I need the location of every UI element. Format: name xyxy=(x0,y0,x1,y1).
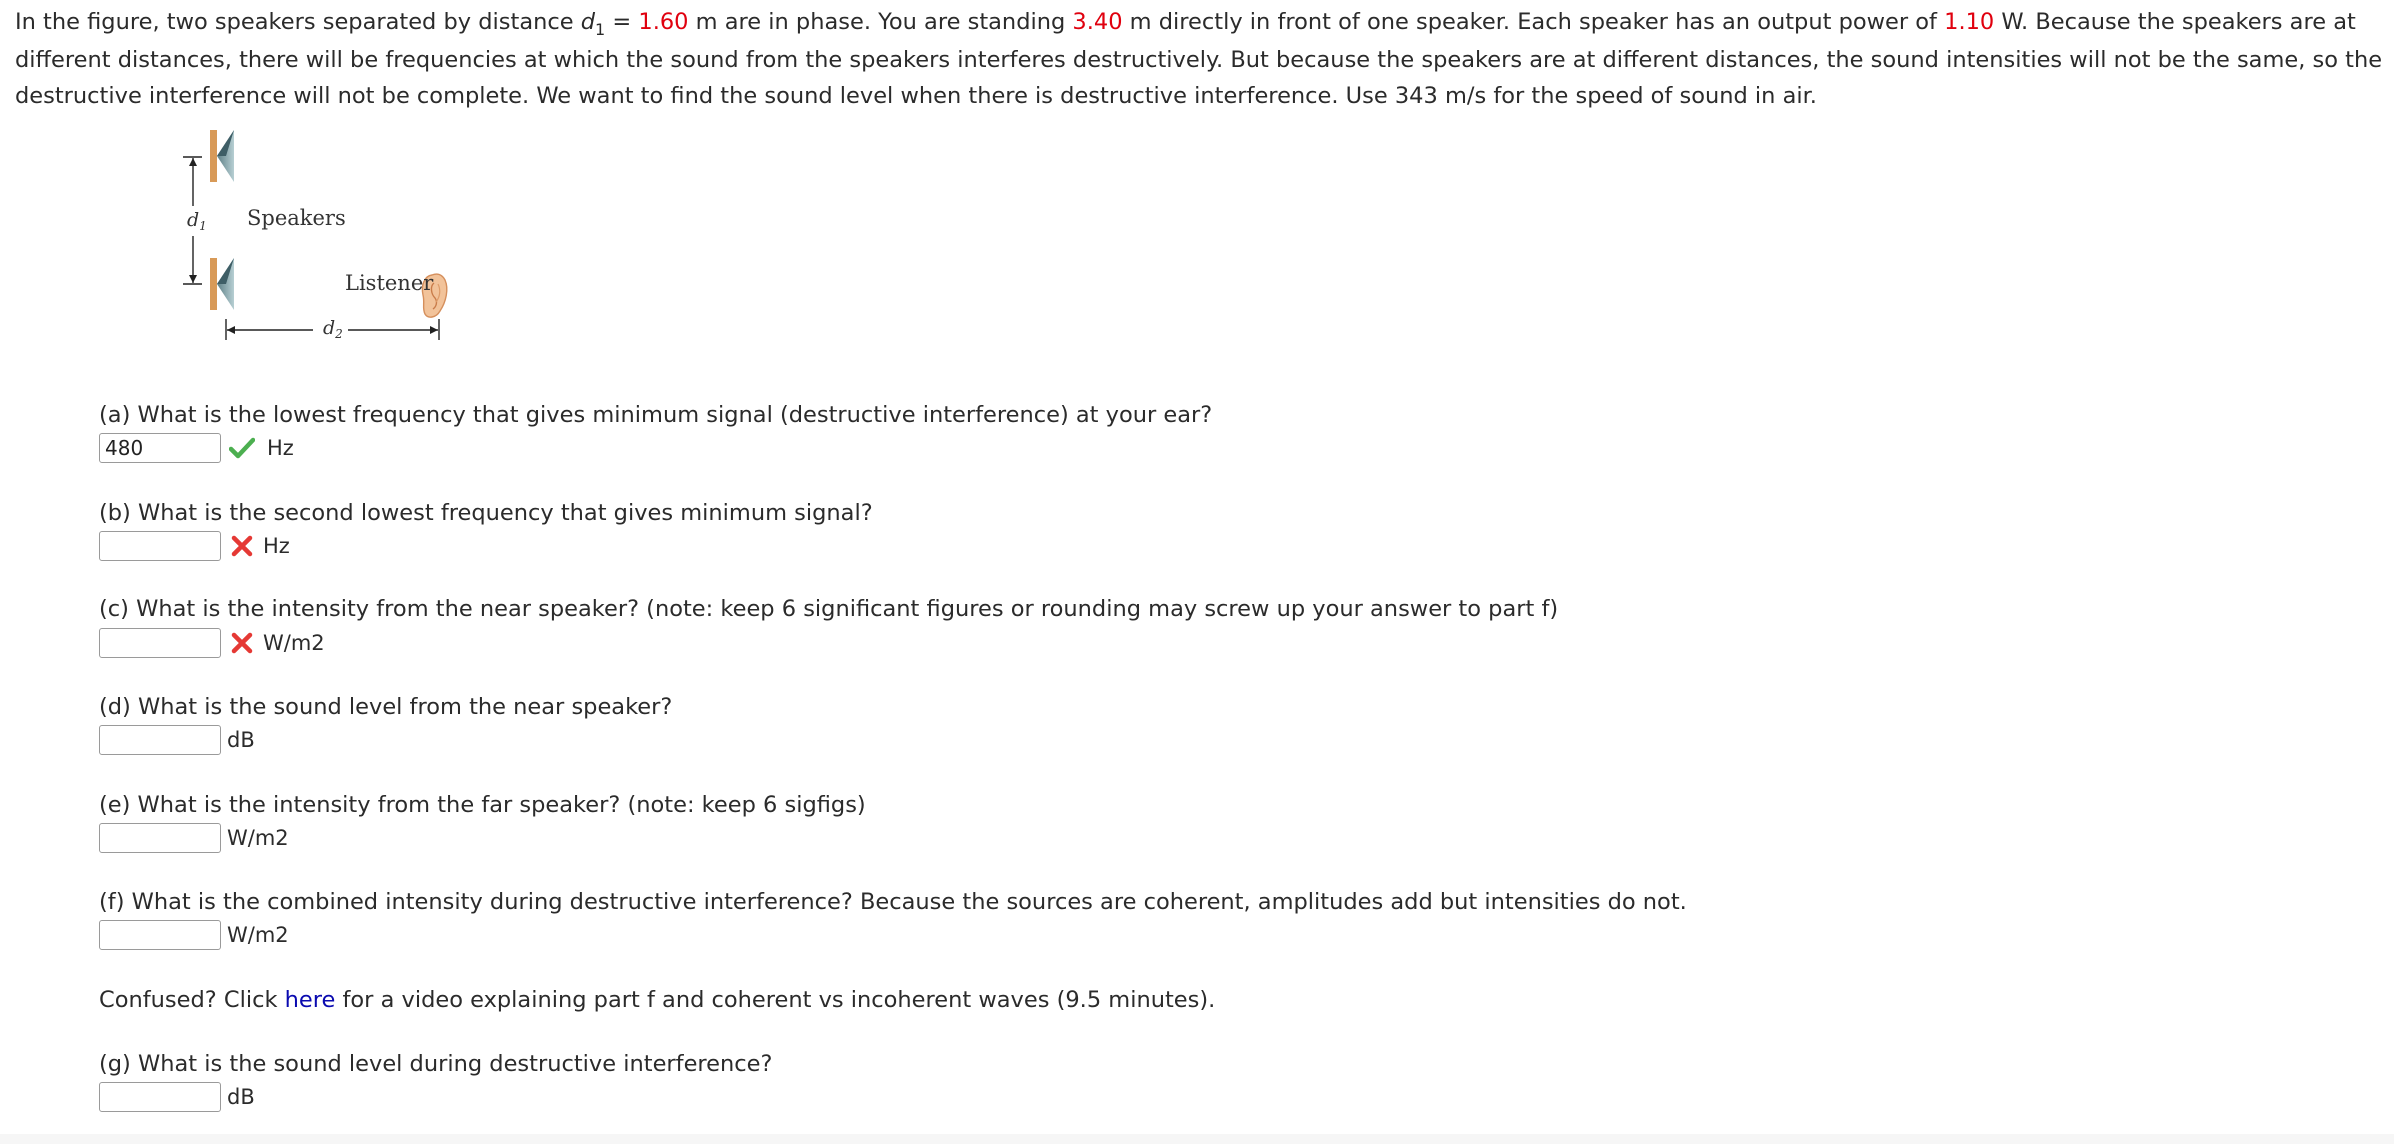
answer-c-input[interactable] xyxy=(99,628,221,658)
d1-label: $d_1$ xyxy=(187,209,207,233)
question-a-text: (a) What is the lowest frequency that gives minimum signal (destructive interference) at your ear? xyxy=(99,402,1213,428)
question-b-text: (b) What is the second lowest frequency that gives minimum signal? xyxy=(99,500,873,526)
top-speaker-icon xyxy=(210,130,234,182)
answer-b-input[interactable] xyxy=(99,531,221,561)
question-g-text: (g) What is the sound level during destructive interference? xyxy=(99,1051,773,1077)
answer-c-unit: W/m2 xyxy=(263,631,325,655)
question-f-text: (f) What is the combined intensity during destructive interference? Because the sources are coherent, amplitudes add but intensities do not. xyxy=(99,889,1687,915)
answer-g-unit: dB xyxy=(227,1085,255,1109)
help-text: Confused? Click here for a video explaining part f and coherent vs incoherent waves (9.5 minutes). xyxy=(99,987,1216,1013)
question-e-text: (e) What is the intensity from the far speaker? (note: keep 6 sigfigs) xyxy=(99,792,866,818)
video-link[interactable]: here xyxy=(284,987,336,1013)
speakers-label: Speakers xyxy=(247,206,346,230)
answer-a-input[interactable]: 480 xyxy=(99,433,221,463)
speaker-diagram xyxy=(170,118,470,348)
answer-e-unit: W/m2 xyxy=(227,826,289,850)
question-d-text: (d) What is the sound level from the near speaker? xyxy=(99,694,673,720)
answer-a-unit: Hz xyxy=(267,436,294,460)
answer-row-a xyxy=(99,431,294,465)
distance-value: 3.40 xyxy=(1072,9,1123,35)
d2-label: $d_2$ xyxy=(323,317,343,341)
answer-row-b xyxy=(99,529,290,563)
cross-icon xyxy=(227,628,257,658)
answer-d-input[interactable] xyxy=(99,725,221,755)
answer-row-g xyxy=(99,1080,255,1114)
check-icon xyxy=(227,433,257,463)
listener-label: Listener xyxy=(345,271,434,295)
power-value: 1.10 xyxy=(1944,9,1995,35)
answer-f-unit: W/m2 xyxy=(227,923,289,947)
speaker-diagram-drawing xyxy=(170,118,470,348)
answer-d-unit: dB xyxy=(227,728,255,752)
question-c-text: (c) What is the intensity from the near speaker? (note: keep 6 significant figures or rounding may screw up your answer to part f) xyxy=(99,596,1559,622)
answer-row-d xyxy=(99,723,255,757)
answer-row-c xyxy=(99,626,325,660)
answer-g-input[interactable] xyxy=(99,1082,221,1112)
page-footer-strip xyxy=(0,1134,2394,1144)
d1-value: 1.60 xyxy=(638,9,689,35)
answer-row-e xyxy=(99,821,289,855)
answer-b-unit: Hz xyxy=(263,534,290,558)
cross-icon xyxy=(227,531,257,561)
answer-row-f xyxy=(99,918,289,952)
answer-e-input[interactable] xyxy=(99,823,221,853)
bottom-speaker-icon xyxy=(210,258,234,310)
problem-statement: In the figure, two speakers separated by distance $d_1 = 1.60$ m are in phase. You are standing 3.40 m directly in front of one speaker. Each speaker has an output power of 1.10 W. Because the speakers are at different distances, there will be frequencies at which the sound from the speakers interferes destructively. But because the speakers are at different distances, the sound intensities will not be the same, so the destructive interference will not be complete. We want to find the sound level when there is destructive interference. Use 343 m/s for the speed of sound in air. xyxy=(15,9,2383,109)
answer-f-input[interactable] xyxy=(99,920,221,950)
